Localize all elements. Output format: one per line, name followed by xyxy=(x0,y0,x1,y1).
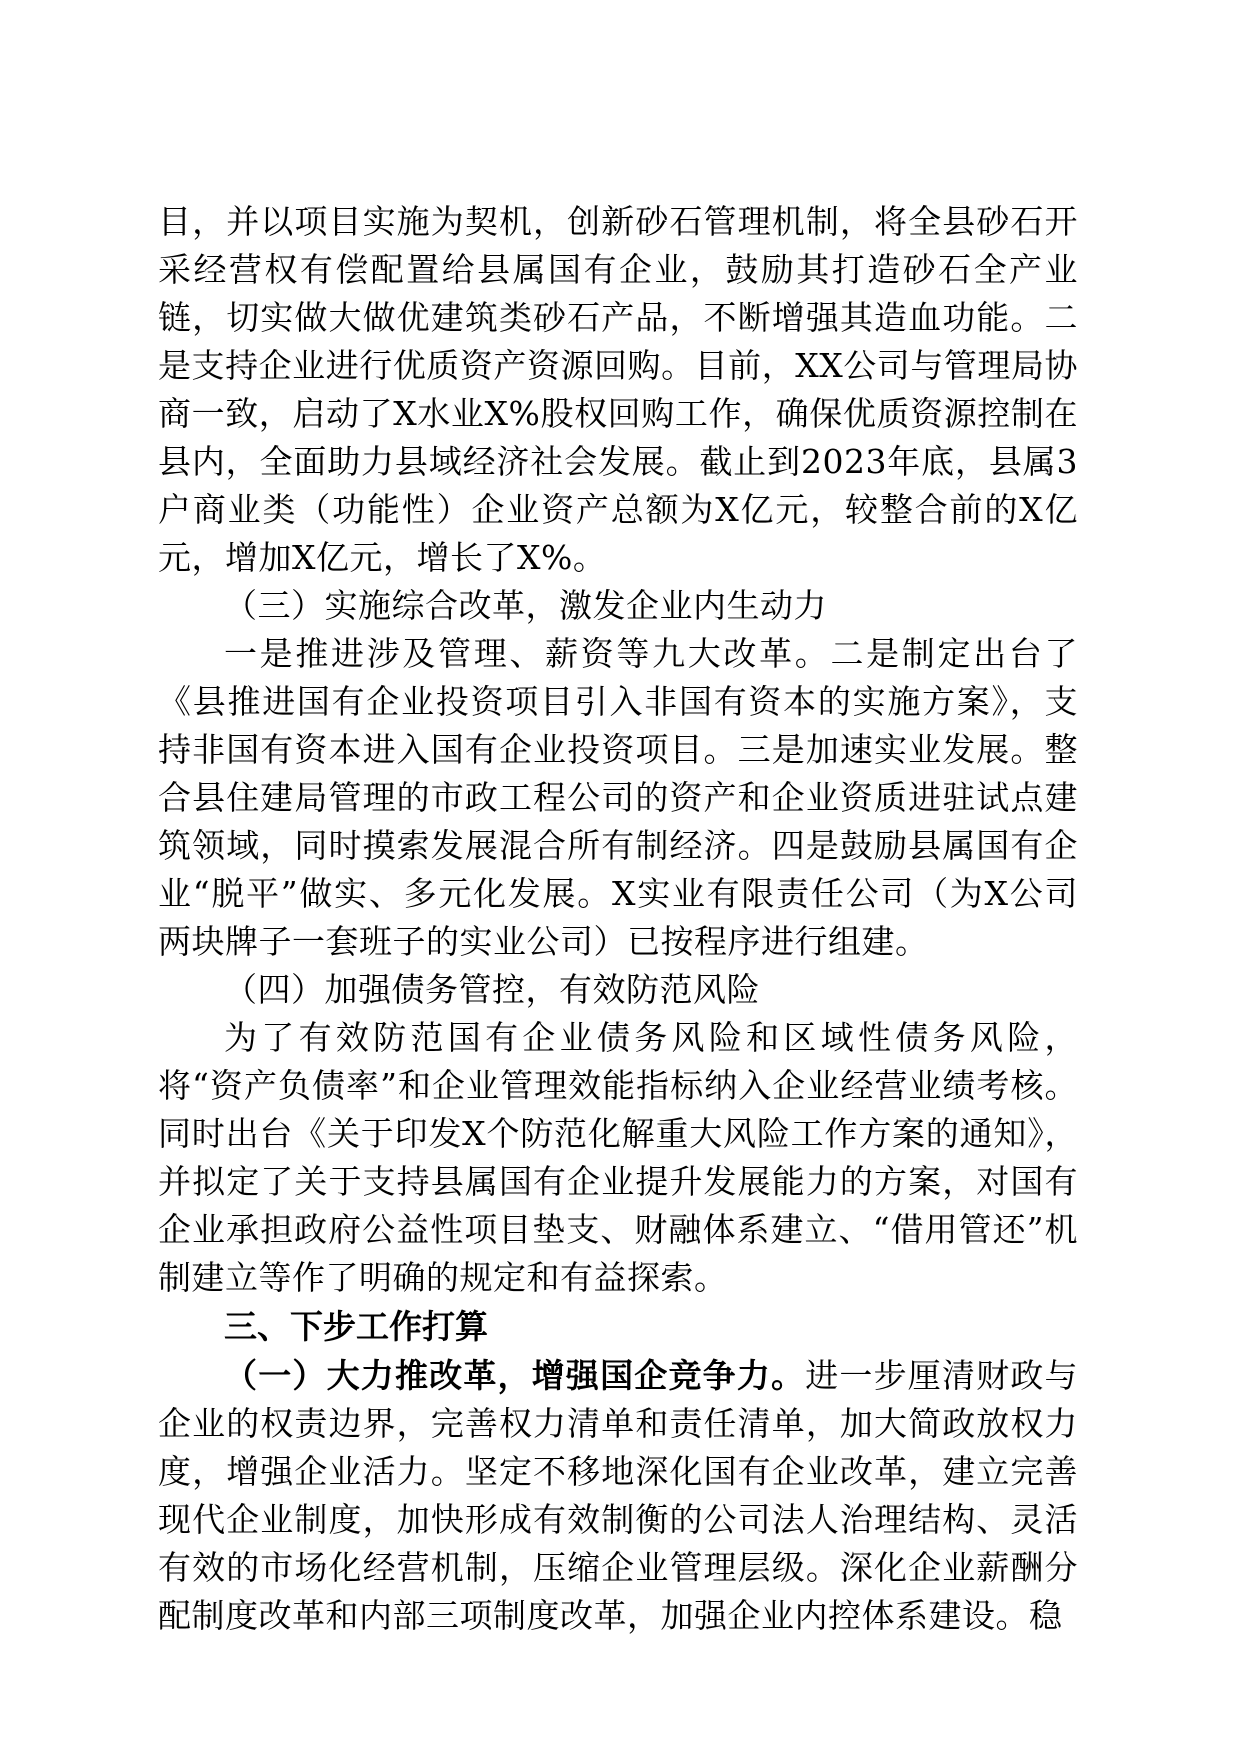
paragraph-next-steps xyxy=(158,1352,1078,1640)
section-heading-three: 三、下步工作打算 xyxy=(224,1307,488,1346)
paragraph-debt: 为了有效防范国有企业债务风险和区域性债务风险，将“资产负债率”和企业管理效能指标纳入企业经营业绩考核。同时出台《关于印发X个防范化解重大风险工作方案的通知》，并拟定了关于支持县属国有企业提升发展能力的方案，对国有企业承担政府公益性项目垫支、财融体系建立、“借用管还”机制建立等作了明确的规定和有益探索。 xyxy=(158,1018,1078,1297)
next-steps-title: （一）大力推改革，增强国企竞争力。 xyxy=(224,1356,806,1395)
paragraph-continuation: 目，并以项目实施为契机，创新砂石管理机制，将全县砂石开采经营权有偿配置给县属国有企业，鼓励其打造砂石全产业链，切实做大做优建筑类砂石产品，不断增强其造血功能。二是支持企业进行优质资产资源回购。目前，XX公司与管理局协商一致，启动了X水业X%股权回购工作，确保优质资源控制在县内，全面助力县域经济社会发展。截止到2023年底，县属3户商业类（功能性）企业资产总额为X亿元，较整合前的X亿元，增加X亿元，增长了X%。 xyxy=(158,202,1078,577)
document-page xyxy=(158,198,1078,1640)
subheading-three: （三）实施综合改革，激发企业内生动力 xyxy=(224,586,827,625)
next-steps-body: 进一步厘清财政与企业的权责边界，完善权力清单和责任清单，加大简政放权力度，增强企业活力。坚定不移地深化国有企业改革，建立完善现代企业制度，加快形成有效制衡的公司法人治理结构、灵活有效的市场化经营机制，压缩企业管理层级。深化企业薪酬分配制度改革和内部三项制度改革，加强企业内控体系建设。稳 xyxy=(158,1356,1078,1635)
paragraph-reform: 一是推进涉及管理、薪资等九大改革。二是制定出台了《县推进国有企业投资项目引入非国有资本的实施方案》，支持非国有资本进入国有企业投资项目。三是加速实业发展。整合县住建局管理的市政工程公司的资产和企业资质进驻试点建筑领域，同时摸索发展混合所有制经济。四是鼓励县属国有企业“脱平”做实、多元化发展。X实业有限责任公司（为X公司两块牌子一套班子的实业公司）已按程序进行组建。 xyxy=(158,634,1078,961)
subheading-four: （四）加强债务管控，有效防范风险 xyxy=(224,970,760,1009)
